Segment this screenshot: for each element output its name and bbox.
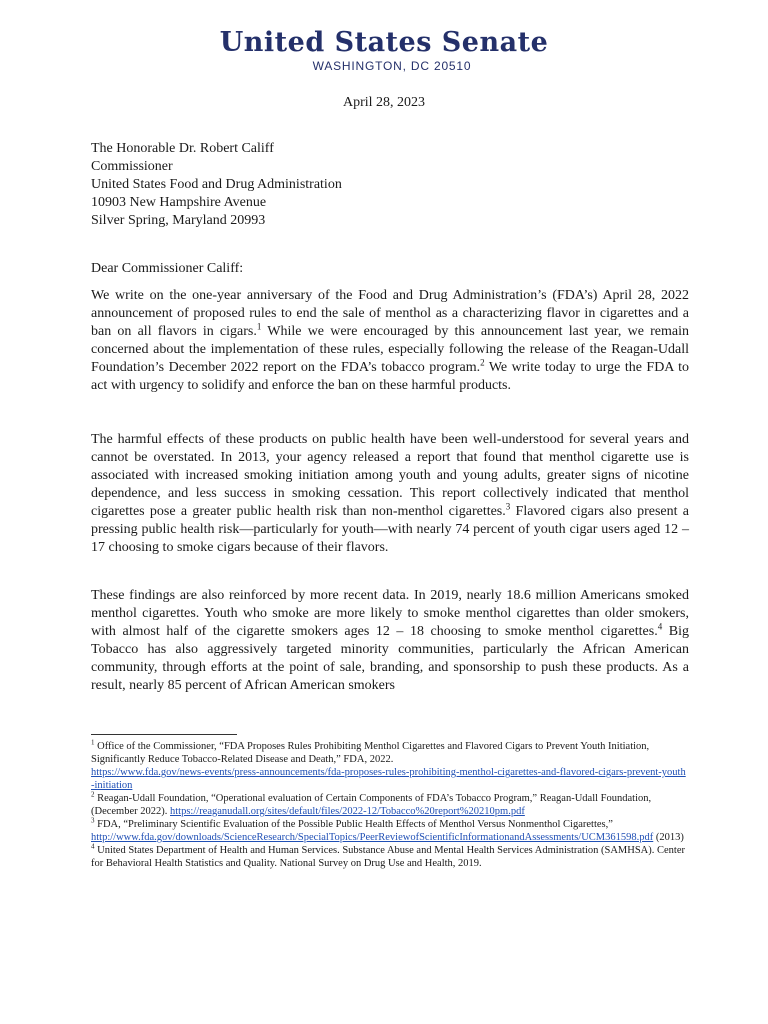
footnote-text: United States Department of Health and Human Services. Substance Abuse and Mental Health Services Administration (SAMHSA). Center for Behavioral Health Statistics and Quality. National Survey on Drug Use and Health, 2019. bbox=[91, 845, 686, 869]
recipient-address bbox=[91, 140, 342, 230]
paragraph-text: Flavored cigars also present a pressing public health risk—particularly for youth—with nearly 74 percent of youth cigar users aged 12 – 17 choosing to smoke cigars because of their flavors. bbox=[91, 504, 689, 555]
footnote-link[interactable]: http://www.fda.gov/downloads/ScienceResearch/SpecialTopics/PeerReviewofScientificInformationandAssessments/UCM361598.pdf bbox=[91, 832, 654, 843]
paragraph-text: We write on the one-year anniversary of the Food and Drug Administration’s (FDA’s) April 28, 2022 announcement of proposed rules to end the sale of menthol as a characterizing flavor in cigarettes and a ban on all flavors in cigars. bbox=[91, 288, 689, 339]
footnote-divider bbox=[91, 734, 237, 735]
letterhead bbox=[0, 27, 768, 73]
letterhead-subtitle: WASHINGTON, DC 20510 bbox=[312, 59, 472, 73]
footnote-text: Office of the Commissioner, “FDA Proposes Rules Prohibiting Menthol Cigarettes and Flavored Cigars to Prevent Youth Initiation, Significantly Reduce Tobacco-Related Disease and Death,” FDA, 2022. bbox=[91, 741, 650, 765]
footnote-ref: 1 bbox=[256, 321, 262, 332]
paragraph-text: While we were encouraged by this announcement last year, we remain concerned about the implementation of these rules, especially following the release of the Reagan-Udall Foundation’s December 2022 report on the FDA’s tobacco program. bbox=[91, 324, 689, 375]
address-line: United States Food and Drug Administration bbox=[91, 177, 342, 192]
body-paragraph-3 bbox=[91, 587, 689, 695]
footnote-number: 1 bbox=[91, 738, 95, 747]
footnote bbox=[91, 740, 689, 792]
paragraph-text: Big Tobacco has also aggressively targeted minority communities, particularly the African American community, through efforts at the point of sale, branding, and sponsorship to push these products. As a result, nearly 85 percent of African American smokers bbox=[91, 624, 689, 693]
footnote-link[interactable]: https://www.fda.gov/news-events/press-announcements/fda-proposes-rules-prohibiting-menthol-cigarettes-and-flavored-cigars-prevent-youth-initiation bbox=[91, 767, 686, 791]
salutation: Dear Commissioner Califf: bbox=[91, 261, 244, 276]
footnotes bbox=[91, 740, 689, 870]
footnote-text: (2013) bbox=[653, 832, 684, 843]
footnote-number: 2 bbox=[91, 790, 95, 799]
footnote-text: FDA, “Preliminary Scientific Evaluation of the Possible Public Health Effects of Menthol Versus Nonmenthol Cigarettes,” bbox=[97, 819, 613, 830]
footnote-ref: 3 bbox=[505, 501, 511, 512]
footnote-link[interactable]: https://reaganudall.org/sites/default/files/2022-12/Tobacco%20report%20210pm.pdf bbox=[170, 806, 525, 817]
footnote bbox=[91, 844, 689, 870]
paragraph-text: The harmful effects of these products on public health have been well-understood for several years and cannot be overstated. In 2013, your agency released a report that found that menthol cigarette use is associated with increased smoking initiation among youth and young adults, greater signs of nicotine dependence, and less success in smoking cessation. This report collectively indicated that menthol cigarettes pose a greater public health risk than non-menthol cigarettes. bbox=[91, 432, 689, 519]
paragraph-text: These findings are also reinforced by more recent data. In 2019, nearly 18.6 million Americans smoked menthol cigarettes. Youth who smoke are more likely to smoke menthol cigarettes than older smokers, with almost half of the cigarette smokers ages 12 – 18 choosing to smoke menthol cigarettes. bbox=[91, 588, 689, 639]
footnote-ref: 4 bbox=[657, 621, 663, 632]
paragraph-text: We write today to urge the FDA to act with urgency to solidify and enforce the ban on these harmful products. bbox=[91, 360, 689, 393]
address-line: 10903 New Hampshire Avenue bbox=[91, 195, 267, 210]
footnote bbox=[91, 792, 689, 818]
letterhead-title: United States Senate bbox=[219, 27, 549, 58]
body-paragraph-2 bbox=[91, 431, 689, 557]
footnote-text: Reagan-Udall Foundation, “Operational evaluation of Certain Components of FDA’s Tobacco Program,” Reagan-Udall Foundation, (December 2022). bbox=[91, 793, 652, 817]
footnote bbox=[91, 818, 689, 844]
footnote-ref: 2 bbox=[480, 357, 485, 368]
address-line: Commissioner bbox=[91, 159, 173, 174]
address-line: Silver Spring, Maryland 20993 bbox=[91, 213, 266, 228]
body-paragraph-1 bbox=[91, 287, 689, 395]
address-line: The Honorable Dr. Robert Califf bbox=[91, 141, 274, 156]
footnote-number: 3 bbox=[91, 816, 95, 825]
footnote-number: 4 bbox=[91, 842, 95, 851]
letter-date: April 28, 2023 bbox=[342, 95, 426, 110]
